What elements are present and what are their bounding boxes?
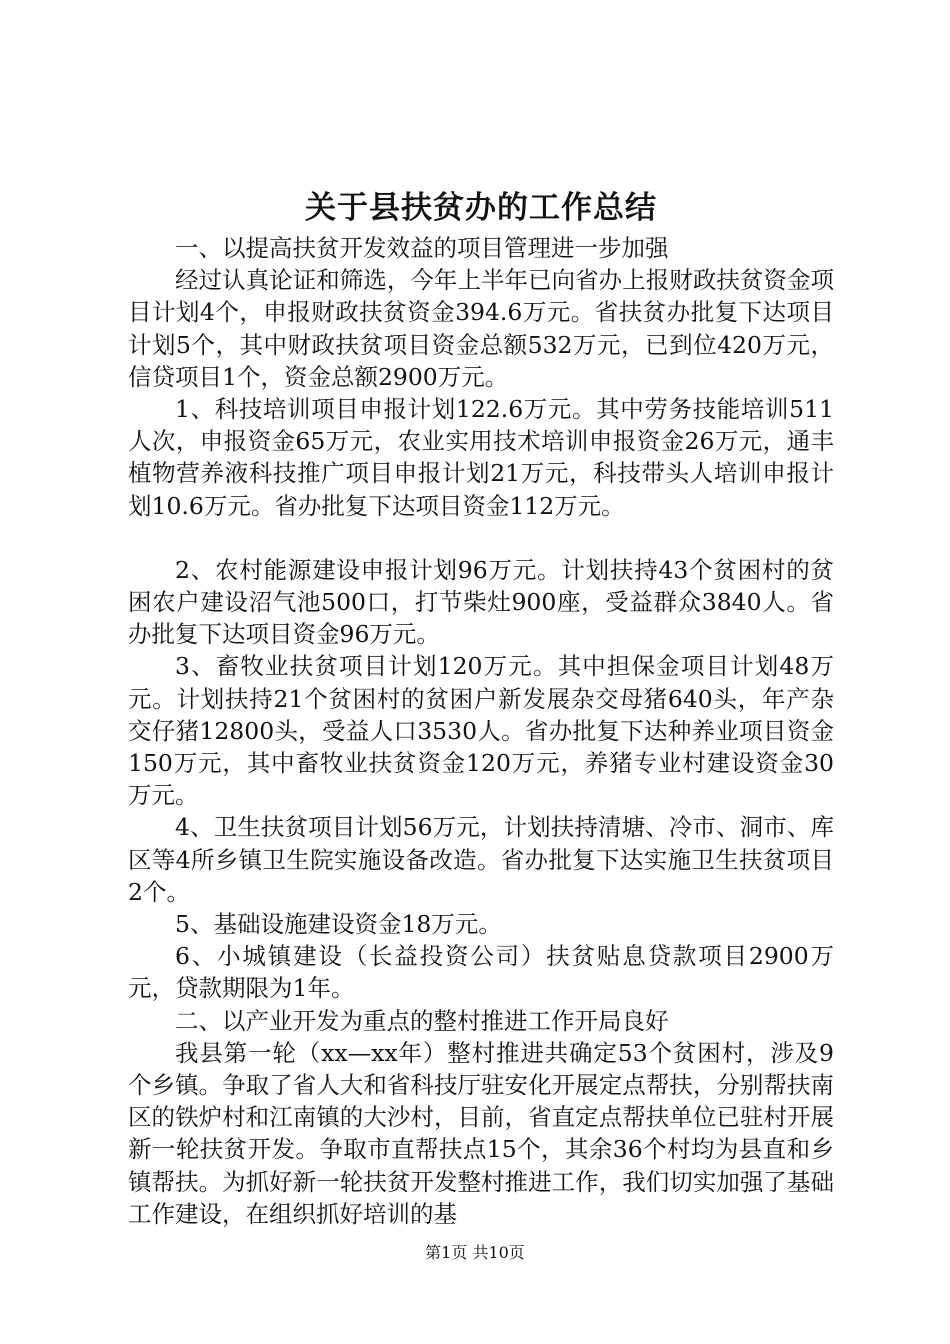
list-item-2: 2、农村能源建设申报计划96万元。计划扶持43个贫困村的贫困农户建设沼气池500口，打节柴灶900座，受益群众3840人。省办批复下达项目资金96万元。 — [128, 555, 834, 649]
document-page — [128, 186, 834, 1230]
list-item-4: 4、卫生扶贫项目计划56万元，计划扶持清塘、冷市、洞市、库区等4所乡镇卫生院实施设备改造。省办批复下达实施卫生扶贫项目2个。 — [128, 813, 834, 906]
section-heading-2: 二、以产业开发为重点的整村推进工作开局良好 — [175, 1006, 669, 1035]
page-footer: 第1页 共10页 — [425, 1243, 525, 1262]
body-paragraph: 经过认真论证和筛选，今年上半年已向省办上报财政扶贫资金项目计划4个，申报财政扶贫资金394.6万元。省扶贫办批复下达项目计划5个，其中财政扶贫项目资金总额532万元，已到位420万元，信贷项目1个，资金总额2900万元。 — [128, 266, 834, 391]
list-item-6: 6、小城镇建设（长益投资公司）扶贫贴息贷款项目2900万元，贷款期限为1年。 — [128, 942, 834, 1003]
body-paragraph: 我县第一轮（xx—xx年）整村推进共确定53个贫困村，涉及9个乡镇。争取了省人大和省科技厅驻安化开展定点帮扶，分别帮扶南区的铁炉村和江南镇的大沙村，目前，省直定点帮扶单位已驻村开展新一轮扶贫开发。争取市直帮扶点15个，其余36个村均为县直和乡镇帮扶。为抓好新一轮扶贫开发整村推进工作，我们切实加强了基础工作建设，在组织抓好培训的基 — [128, 1038, 834, 1228]
list-item-1: 1、科技培训项目申报计划122.6万元。其中劳务技能培训511人次，申报资金65万元，农业实用技术培训申报资金26万元，通丰植物营养液科技推广项目申报计划21万元，科技带头人培训申报计划10.6万元。省办批复下达项目资金112万元。 — [128, 395, 834, 520]
document-title: 关于县扶贫办的工作总结 — [305, 190, 657, 226]
section-heading-1: 一、以提高扶贫开发效益的项目管理进一步加强 — [175, 234, 669, 262]
list-item-5: 5、基础设施建设资金18万元。 — [175, 910, 502, 939]
list-item-3: 3、畜牧业扶贫项目计划120万元。其中担保金项目计划48万元。计划扶持21个贫困村的贫困户新发展杂交母猪640头，年产杂交仔猪12800头，受益人口3530人。省办批复下达种养业项目资金150万元，其中畜牧业扶贫资金120万元，养猪专业村建设资金30万元。 — [128, 652, 834, 810]
